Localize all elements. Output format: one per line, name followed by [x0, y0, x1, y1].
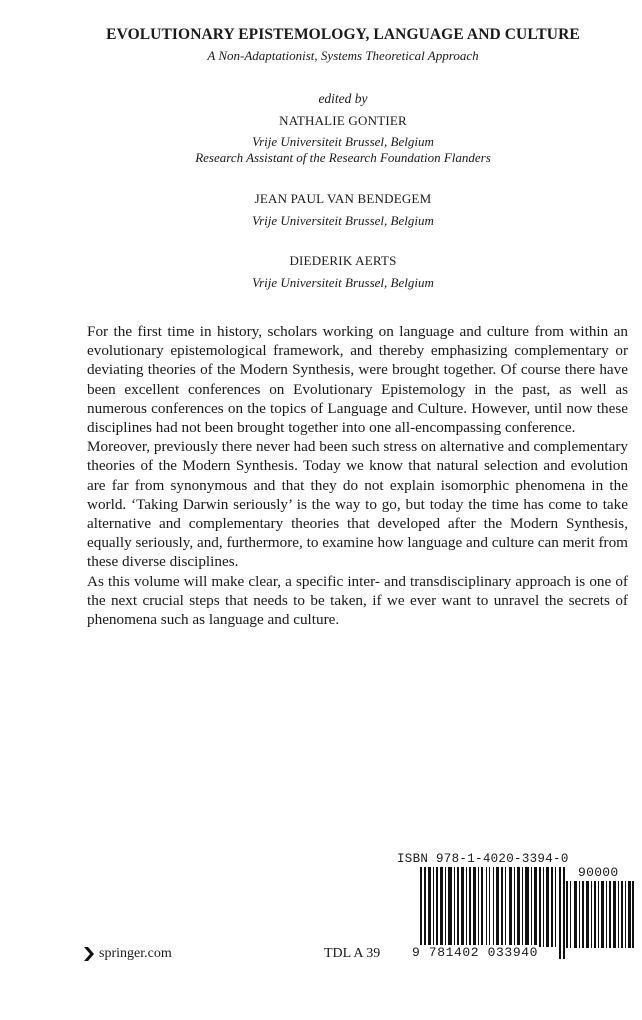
editor-affiliation: Vrije Universiteit Brussel, Belgium — [252, 275, 434, 290]
edited-by-label: edited by — [318, 91, 368, 106]
book-title: EVOLUTIONARY EPISTEMOLOGY, LANGUAGE AND CULTURE — [106, 26, 580, 43]
blurb-paragraph: As this volume will make clear, a specific inter- and transdisciplinary approach is one of the next crucial steps that needs to be taken, if we ever want to unravel the secrets of phenomena such as language and culture. — [87, 572, 628, 629]
editor-affiliation: Vrije Universiteit Brussel, Belgium — [252, 213, 434, 228]
isbn-label: ISBN 978-1-4020-3394-0 — [397, 852, 569, 866]
series-code: TDL A 39 — [324, 946, 381, 961]
blurb-paragraph: For the first time in history, scholars working on language and culture from within an evolutionary epistemological framework, and thereby emphasizing complementary or deviating theories of the Modern Synthesis, were brought together. Of course there have been excellent conferences on Evolutionary Epistemology in the past, as well as numerous conferences on the topics of Language and Culture. However, until now these disciplines had not been brought together into one all-encompassing conference. — [87, 323, 628, 437]
editor-role: Research Assistant of the Research Foundation Flanders — [195, 150, 491, 165]
book-subtitle: A Non-Adaptationist, Systems Theoretical Approach — [207, 48, 479, 63]
blurb-paragraph: Moreover, previously there never had been such stress on alternative and complementary theories of the Modern Synthesis. Today we know that natural selection and evolution are far from synonymous and that they do not explain isomorphic phenomena in the world. ‘Taking Darwin seriously’ is the way to go, but today the time has come to take alternative and complementary theories that developed after the Modern Synthesis, equally seriously, and, furthermore, to examine how language and culture can merit from these diverse disciplines. — [87, 438, 628, 571]
price-barcode — [566, 881, 634, 948]
publisher-link[interactable] — [84, 946, 172, 962]
editor-name: NATHALIE GONTIER — [279, 113, 407, 128]
chevron-right-icon — [84, 947, 94, 961]
editor-affiliation: Vrije Universiteit Brussel, Belgium — [252, 134, 434, 149]
publisher-link-text[interactable]: springer.com — [99, 946, 172, 961]
blurb — [87, 322, 628, 629]
editor-name: DIEDERIK AERTS — [289, 253, 397, 268]
price-code: 90000 — [578, 865, 619, 880]
isbn-digits: 9 781402 033940 — [412, 945, 539, 960]
editor-name: JEAN PAUL VAN BENDEGEM — [254, 191, 432, 206]
